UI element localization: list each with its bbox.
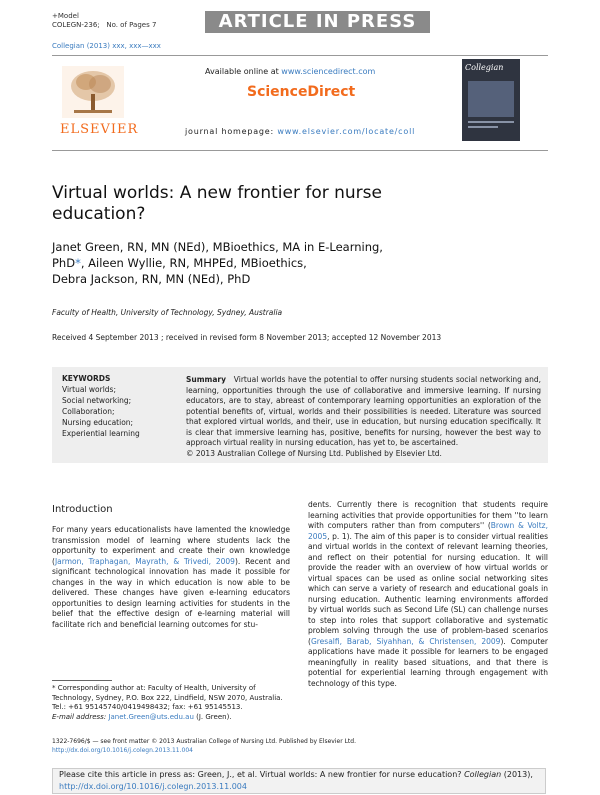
model-label: +Model [52,12,79,20]
journal-homepage [185,127,415,136]
keywords-block [62,373,177,439]
citation-line: Collegian (2013) xxx, xxx—xxx [52,42,161,50]
keyword-item: Collaboration; [62,407,115,416]
intro-right-b: , p. 1). The aim of this paper is to consider virtual realities and virtual worlds in the context of relevant learning theories, and reflect on their potential for nursing education. It will provide the reader with an overview of how virtual worlds or virtual spaces can be used as online social networking sites which can serve a variety of research and educational goals in nursing education. Authentic learning environments afforded by virtual worlds such as Second Life (SL) can challenge nurses to step into roles that support collaborative and systematic problem solving through the use of problem-based scenarios ( [308,531,548,646]
intro-right-c: ). Computer applications have made it possible for learners to be engaged meaningfully in reality based situations, and that there is potential for experiential learning through engagement with technology of this type. [308,636,548,688]
cite-journal: Collegian [464,770,502,779]
citation-link[interactable]: Brown & Voltz, 2005 [308,521,548,541]
keyword-item: Virtual worlds; [62,385,116,394]
citation-link[interactable]: Gresalfi, Barab, Siyahhan, & Christensen, 2009 [310,636,501,646]
cover-rule [468,121,514,123]
cover-rule-2 [468,126,498,128]
keywords-heading: KEYWORDS [62,374,111,383]
section-heading: Introduction [52,504,113,515]
homepage-link[interactable]: www.elsevier.com/locate/coll [277,127,416,136]
footnote-email-line [52,713,290,723]
intro-p1: For many years educationalists have lamented the knowledge transmission model of learning where students lack the opportunity to experiment and create their own knowledge ( [52,525,290,566]
abstract-text [186,375,541,459]
footnote-rule [52,680,112,681]
intro-right-a: dents. Currently there is recognition that students require learning activities that provide opportunities for them ''to learn with computers rather than from computers'' ( [308,500,548,530]
intro-right-column [308,500,548,689]
keyword-item: Experiential learning [62,429,140,438]
affiliation: Faculty of Health, University of Technology, Sydney, Australia [52,308,283,317]
abstract-label: Summary [186,375,227,384]
title-line-2: education? [52,204,146,224]
available-online [205,67,375,76]
authors-line-3: Debra Jackson, RN, MN (NEd), PhD [52,272,251,286]
keyword-item: Social networking; [62,396,132,405]
intro-p1-end: ). Recent and significant technological innovation has made it possible for changes in the way in which education is now able to be delivered. These changes have given e-learning educators opportunities to design learning activities for students in the belief that the effective design of e-learning material will facilitate rich and beneficial learning outcomes for stu- [52,556,291,629]
abstract-body: Virtual worlds have the potential to offer nursing students social networking and, learning, opportunities through the use of collaborative and immersive learning. If nursing educators, are to stay, abreast of contemporary learning opportunities an exploration of the potential benefits of, virtual, worlds and their possibilities is needed. Literature was sourced that explored virtual worlds, and their, use in education, but nursing education specifically. It is clear that immersive learning has, positive, benefits for nursing, however the best way to approach virtual reality in nursing education, has yet to, be ascertained. [186,375,541,447]
doi-link[interactable]: http://dx.doi.org/10.1016/j.colegn.2013.11.004 [52,747,193,754]
issn-line: 1322-7696/$ — see front matter © 2013 Australian College of Nursing Ltd. Published by Elsevier Ltd. [52,738,356,745]
cite-year: (2013), [501,770,533,779]
journal-code [52,21,156,30]
author-wyllie: , Aileen Wyllie, RN, MHPEd, MBioethics, [80,256,307,270]
journal-code-text: COLEGN-236; [52,21,100,29]
title-line-1: Virtual worlds: A new frontier for nurse [52,183,382,203]
sciencedirect-logo: ScienceDirect [247,84,356,100]
journal-cover [462,59,520,141]
citation-link[interactable]: Jarmon, Traphagan, Mayrath, & Trivedi, 2009 [54,556,235,566]
keyword-item: Nursing education; [62,418,134,427]
sciencedirect-link[interactable]: www.sciencedirect.com [281,67,376,76]
author-degree: PhD [52,256,76,270]
citation-box [52,768,546,794]
cite-prefix: Please cite this article in press as: Green, J., et al. Virtual worlds: A new frontier for nurse education? [59,770,465,779]
article-in-press-banner: ARTICLE IN PRESS [205,11,430,33]
email-label: E-mail address: [52,712,107,721]
article-title [52,183,382,225]
issn-block [52,737,356,755]
intro-left-column [52,525,290,630]
cover-title: Collegian [465,63,504,72]
page-count: No. of Pages 7 [106,21,157,29]
available-prefix: Available online at [205,67,282,76]
footnote [52,684,290,722]
abstract-copyright: © 2013 Australian College of Nursing Ltd. Published by Elsevier Ltd. [186,448,442,458]
footnote-corresponding: * Corresponding author at: Faculty of Health, University of Technology, Sydney, P.O. Box 222, Lindfield, NSW 2070, Australia. [52,684,283,702]
authors-line-1: Janet Green, RN, MN (NEd), MBioethics, MA in E-Learning, [52,240,383,254]
authors-line-2 [52,255,383,271]
footnote-tel: Tel.: +61 95145740/0419498432; fax: +61 95145513. [52,703,243,711]
cite-doi-link[interactable]: http://dx.doi.org/10.1016/j.colegn.2013.11.004 [59,782,247,791]
author-list [52,239,383,287]
homepage-prefix: journal homepage: [185,127,278,136]
elsevier-tree-logo [62,66,124,118]
email-link[interactable]: Janet.Green@uts.edu.au [108,712,194,721]
article-dates: Received 4 September 2013 ; received in revised form 8 November 2013; accepted 12 November 2013 [52,333,442,342]
cover-image [468,81,514,117]
email-suffix: (J. Green). [196,712,232,721]
elsevier-wordmark: ELSEVIER [60,122,139,137]
corresponding-mark[interactable]: * [75,256,81,270]
